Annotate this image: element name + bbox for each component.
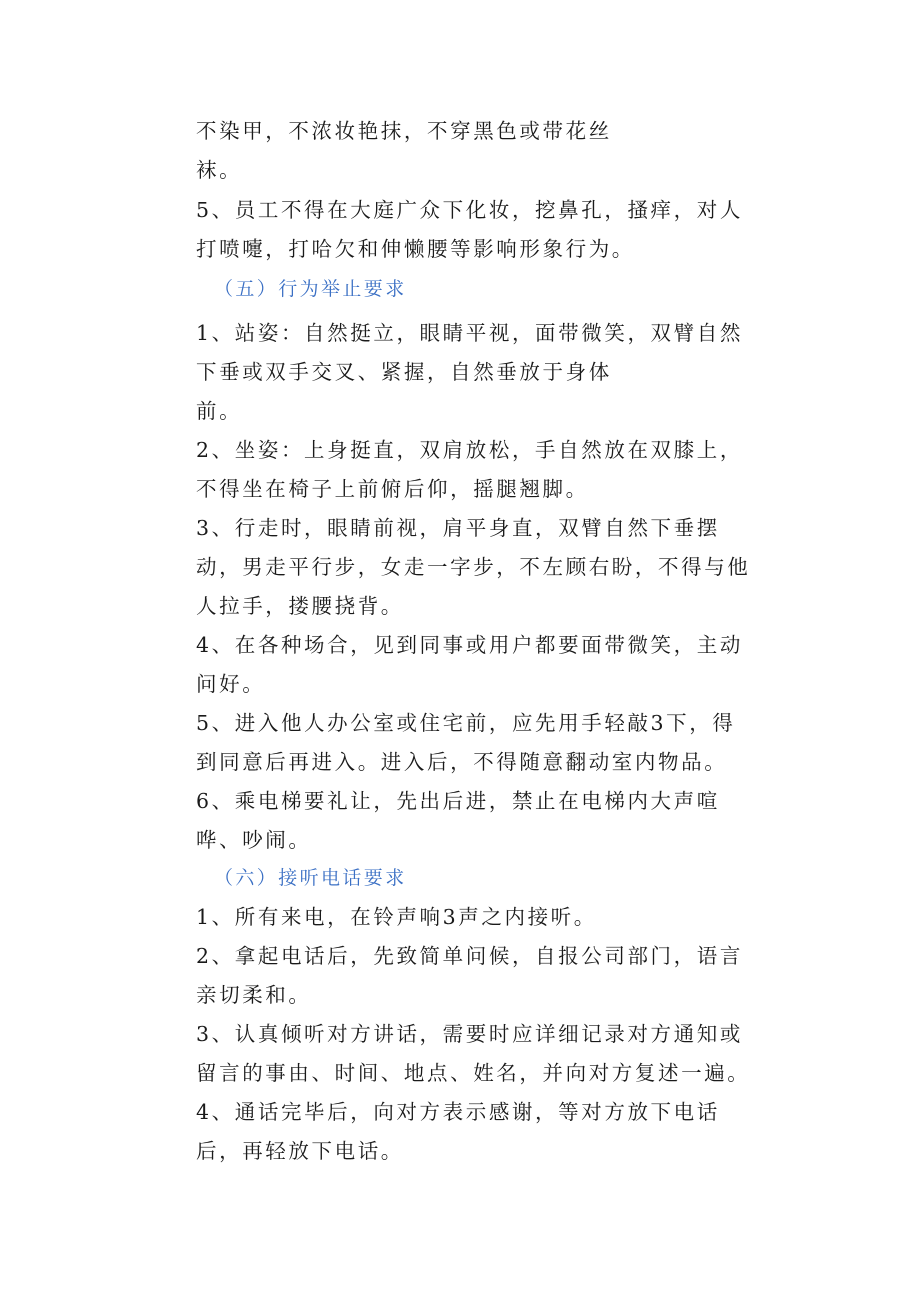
body-line: 2、拿起电话后，先致简单问候，自报公司部门，语言 [196,944,743,968]
body-line: 亲切柔和。 [196,983,312,1007]
body-line: 动，男走平行步，女走一字步，不左顾右盼，不得与他 [196,555,751,579]
body-line: 5、进入他人办公室或住宅前，应先用手轻敲3下，得 [196,711,736,735]
body-line: 2、坐姿：上身挺直，双肩放松，手自然放在双膝上， [196,438,743,462]
body-line: 打喷嚏，打哈欠和伸懒腰等影响形象行为。 [196,237,635,261]
body-line: 3、认真倾听对方讲话，需要时应详细记录对方通知或 [196,1022,743,1046]
body-line: 后，再轻放下电话。 [196,1139,404,1163]
section-heading-5: （五）行为举止要求 [214,278,407,300]
body-line: 6、乘电梯要礼让，先出后进，禁止在电梯内大声喧 [196,789,720,813]
body-line: 问好。 [196,672,266,696]
body-line: 4、通话完毕后，向对方表示感谢，等对方放下电话 [196,1100,720,1124]
body-line: 不得坐在椅子上前俯后仰，摇腿翘脚。 [196,477,589,501]
body-line: 到同意后再进入。进入后，不得随意翻动室内物品。 [196,750,728,774]
body-line: 留言的事由、时间、地点、姓名，并向对方复述一遍。 [196,1061,751,1085]
body-line: 袜。 [196,158,243,182]
body-line: 哗、吵闹。 [196,828,312,852]
section-heading-6: （六）接听电话要求 [214,867,407,889]
body-line: 前。 [196,399,243,423]
body-line: 下垂或双手交叉、紧握，自然垂放于身体 [196,360,612,384]
body-line: 5、员工不得在大庭广众下化妆，挖鼻孔，搔痒，对人 [196,198,743,222]
body-line: 人拉手，搂腰挠背。 [196,594,404,618]
body-line: 1、所有来电，在铃声响3声之内接听。 [196,905,597,929]
body-line: 1、站姿：自然挺立，眼睛平视，面带微笑，双臂自然 [196,321,743,345]
body-line: 4、在各种场合，见到同事或用户都要面带微笑，主动 [196,633,743,657]
body-line: 不染甲，不浓妆艳抹，不穿黑色或带花丝 [196,119,612,143]
body-line: 3、行走时，眼睛前视，肩平身直，双臂自然下垂摆 [196,516,720,540]
